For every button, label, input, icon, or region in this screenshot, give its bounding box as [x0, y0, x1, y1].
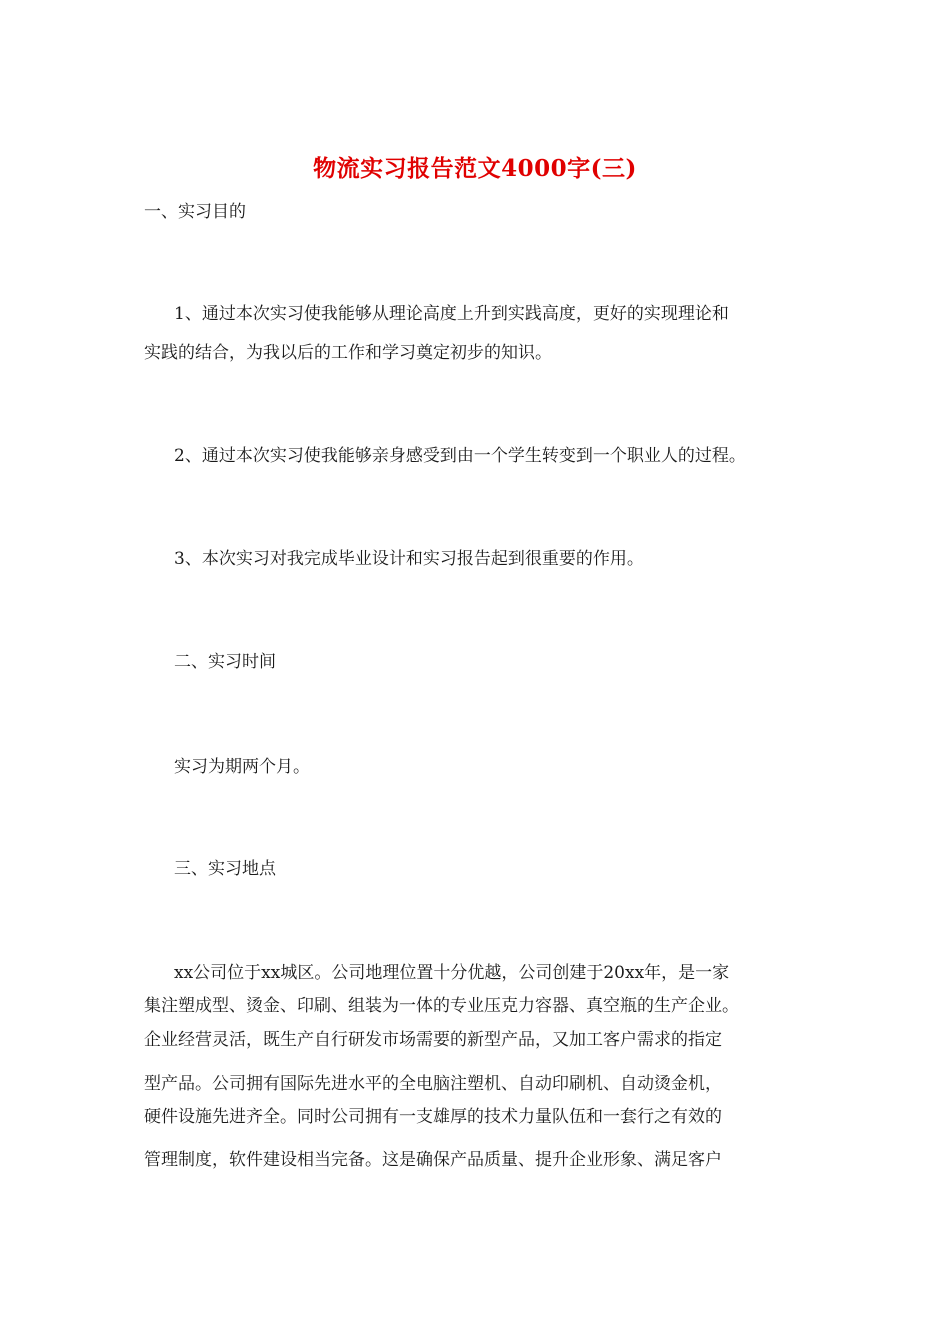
document-title: 物流实习报告范文4000字(三)	[313, 155, 637, 182]
purpose-item-1-line-2: 实践的结合，为我以后的工作和学习奠定初步的知识。	[144, 343, 552, 363]
location-line-1: xx公司位于xx城区。公司地理位置十分优越，公司创建于20xx年，是一家	[174, 963, 730, 983]
section-heading-time: 二、实习时间	[174, 652, 276, 672]
duration-text: 实习为期两个月。	[174, 757, 310, 777]
purpose-item-2: 2、通过本次实习使我能够亲身感受到由一个学生转变到一个职业人的过程。	[174, 446, 746, 466]
section-heading-purpose: 一、实习目的	[144, 202, 246, 222]
location-line-2: 集注塑成型、烫金、印刷、组装为一体的专业压克力容器、真空瓶的生产企业。	[144, 996, 739, 1016]
location-line-5: 硬件设施先进齐全。同时公司拥有一支雄厚的技术力量队伍和一套行之有效的	[144, 1107, 722, 1127]
location-line-4: 型产品。公司拥有国际先进水平的全电脑注塑机、自动印刷机、自动烫金机，	[144, 1074, 722, 1094]
location-line-6: 管理制度，软件建设相当完备。这是确保产品质量、提升企业形象、满足客户	[144, 1150, 722, 1170]
purpose-item-3: 3、本次实习对我完成毕业设计和实习报告起到很重要的作用。	[174, 549, 644, 569]
purpose-item-1-line-1: 1、通过本次实习使我能够从理论高度上升到实践高度，更好的实现理论和	[174, 304, 729, 324]
section-heading-location: 三、实习地点	[174, 859, 276, 879]
location-line-3: 企业经营灵活，既生产自行研发市场需要的新型产品，又加工客户需求的指定	[144, 1030, 722, 1050]
